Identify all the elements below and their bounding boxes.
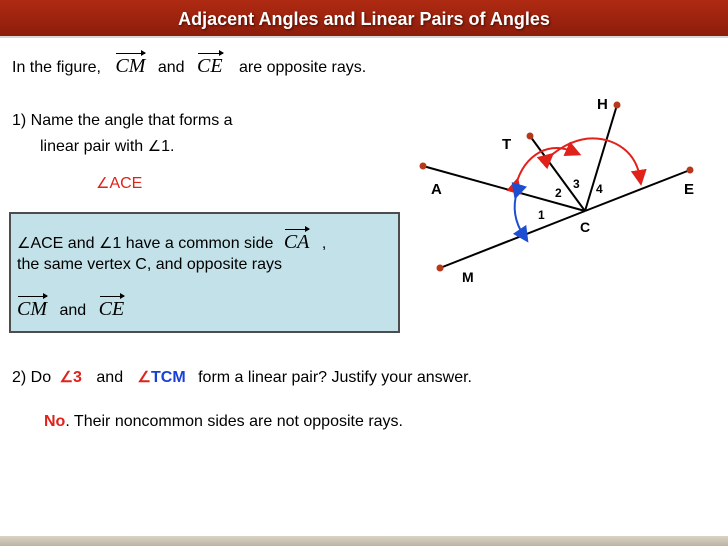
label-m: M [462, 269, 474, 285]
red-arc-inner [516, 148, 574, 185]
point-a-dot [420, 163, 427, 170]
explanation-line2: the same vertex C, and opposite rays [17, 256, 283, 273]
q1-line2-value: 1. [161, 138, 175, 155]
q2-angle1-value: 3 [73, 369, 82, 386]
bottom-band [0, 536, 728, 546]
point-t-dot [527, 133, 534, 140]
q1-answer-value: ACE [109, 175, 143, 192]
ray-cm: CM [115, 55, 146, 77]
q2-angle2-value: TCM [151, 369, 186, 386]
q2-and: and [96, 369, 124, 386]
ray-cm: CM [17, 298, 47, 320]
angle-symbol: ∠ [147, 138, 162, 155]
q1-line2-prefix: linear pair with [40, 138, 144, 155]
angle-number-4: 4 [596, 182, 603, 196]
q2-suffix: form a linear pair? Justify your answer. [198, 369, 472, 386]
ray-cm-line [440, 211, 585, 268]
intro-and: and [157, 59, 185, 76]
point-e-dot [687, 167, 694, 174]
angle-number-1: 1 [538, 208, 545, 222]
intro-suffix: are opposite rays. [239, 59, 367, 76]
label-c: C [580, 219, 591, 235]
q2-prefix: 2) Do [12, 369, 52, 386]
intro-prefix: In the figure, [12, 59, 101, 76]
blue-arc [515, 192, 524, 236]
ray-ce: CE [98, 298, 125, 320]
explanation-line1-b: 1 have a common side [112, 235, 274, 252]
answer2-text: . Their noncommon sides are not opposite rays. [65, 413, 403, 430]
angle-symbol: ∠ [137, 369, 151, 386]
angle-symbol: ∠ [98, 235, 113, 252]
ray-ce: CE [197, 55, 223, 77]
ray-ca: CA [283, 231, 310, 253]
angle-symbol: ∠ [96, 175, 110, 192]
label-h: H [597, 96, 608, 113]
angle-symbol: ∠ [59, 369, 74, 386]
label-a: A [431, 181, 442, 198]
angle-number-2: 2 [555, 186, 562, 200]
red-arc-outer [548, 138, 640, 178]
point-h-dot [614, 102, 621, 109]
explanation-line1-a: ACE and [30, 235, 95, 252]
point-m-dot [437, 265, 444, 272]
label-t: T [502, 136, 512, 153]
angle-number-3: 3 [573, 177, 580, 191]
answer2-no: No [44, 413, 66, 430]
explanation-comma: , [321, 235, 327, 252]
angle-symbol: ∠ [17, 235, 31, 252]
slide-title: Adjacent Angles and Linear Pairs of Angles [178, 9, 550, 29]
q1-line1: 1) Name the angle that forms a [12, 112, 233, 129]
explanation-and: and [59, 302, 87, 319]
label-e: E [684, 181, 695, 198]
